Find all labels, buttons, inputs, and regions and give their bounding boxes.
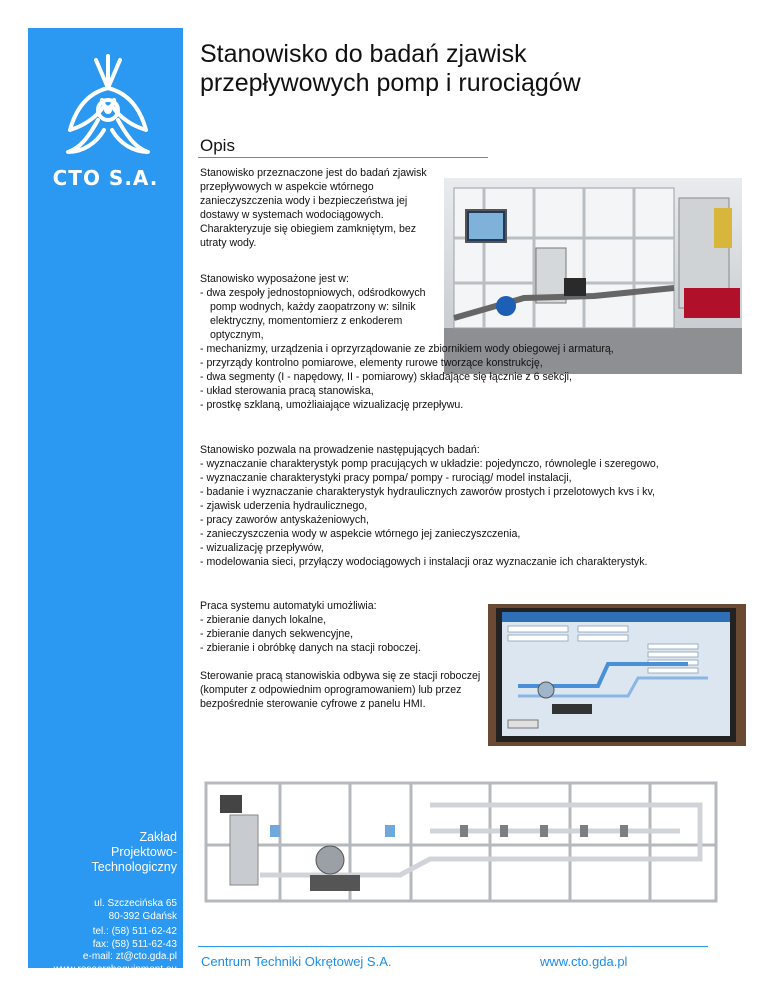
paragraph-description [200, 166, 430, 250]
email-link[interactable]: e-mail: zt@cto.gda.pl [82, 951, 177, 962]
list-item: - zbieranie i obróbkę danych na stacji roboczej. [200, 642, 421, 654]
text-line: zanieczyszczenia wody i bezpieczeństwa jej [200, 195, 408, 207]
paragraph-control [200, 669, 485, 711]
footer-company: Centrum Techniki Okrętowej S.A. [201, 954, 392, 969]
address-line: ul. Szczecińska 65 [94, 898, 177, 909]
installation-render [200, 775, 720, 907]
list-item: elektryczny, momentomierz z enkoderem [210, 315, 403, 327]
fax: fax: (58) 511-62-43 [92, 938, 177, 950]
text-line: Charakteryzuje się obiegiem zamkniętym, bez [200, 223, 417, 235]
list-item: - dwa zespoły jednostopniowych, odśrodkowych [200, 287, 426, 299]
list-item: - mechanizmy, urządzenia i oprzyrządowanie ze zbiornikiem wody obiegowej i armaturą, [200, 343, 614, 355]
title-line: Stanowisko do badań zjawisk [200, 40, 527, 68]
address [94, 898, 177, 923]
list-item: pomp wodnych, każdy zaopatrzony w: silnik [210, 301, 416, 313]
text-line: Stanowisko pozwala na prowadzenie następujących badań: [200, 444, 480, 456]
text-line: Stanowisko przeznaczone jest do badań zjawisk [200, 167, 427, 179]
cto-logo-icon [58, 48, 158, 168]
section-divider [198, 157, 488, 158]
list-item: - wyznaczanie charakterystyk pomp pracujących w układzie: pojedynczo, równolegle i szeregowo, [200, 458, 659, 470]
title-line: przepływowych pomp i rurociągów [200, 69, 581, 97]
org-line: Zakład [139, 830, 177, 844]
list-item: - przyrządy kontrolno pomiarowe, elementy rurowe tworzące konstrukcję, [200, 357, 543, 369]
hmi-screen-photo [488, 604, 746, 746]
paragraph-research [200, 443, 740, 569]
section-heading: Opis [200, 136, 235, 155]
list-item: - zjawisk uderzenia hydraulicznego, [200, 500, 368, 512]
list-item: - dwa segmenty (I - napędowy, II - pomiarowy) składające się łącznie z 6 sekcji, [200, 371, 572, 383]
list-item: - zbieranie danych sekwencyjne, [200, 628, 354, 640]
list-item: - wizualizację przepływów, [200, 542, 324, 554]
footer-divider [198, 946, 708, 947]
phone: tel.: (58) 511-62-42 [92, 926, 177, 937]
organization-name [28, 830, 177, 875]
contact-info [54, 926, 177, 976]
text-line: przepływowych w aspekcie wtórnego [200, 181, 374, 193]
list-item: - zanieczyszczenia wody w aspekcie wtórnego jej zanieczyszczenia, [200, 528, 521, 540]
page-title [200, 40, 720, 98]
list-item: - badanie i wyznaczanie charakterystyk hydraulicznych zaworów prostych i przelotowych kvs i kv, [200, 486, 655, 498]
list-item: - układ sterowania pracą stanowiska, [200, 385, 374, 397]
text-line: dostawy w systemach wodociągowych. [200, 209, 384, 221]
text-line: Praca systemu automatyki umożliwia: [200, 600, 377, 612]
text-line: utraty wody. [200, 237, 257, 249]
list-item: - prostkę szklaną, umożliaiające wizualizację przepływu. [200, 399, 464, 411]
list-item: optycznym, [210, 329, 264, 341]
list-item: - wyznaczanie charakterystyki pracy pompa/ pompy - rurociąg/ model instalacji, [200, 472, 572, 484]
text-line: bezpośrednie sterowanie cyfrowe z panelu HMI. [200, 698, 426, 710]
sidebar [28, 28, 183, 975]
footer-website-link[interactable]: www.cto.gda.pl [540, 954, 628, 969]
paragraph-automation [200, 599, 480, 655]
list-item: - pracy zaworów antyskażeniowych, [200, 514, 369, 526]
list-item: - zbieranie danych lokalne, [200, 614, 327, 626]
address-line: 80-392 Gdańsk [108, 910, 177, 922]
logo-text: CTO S.A. [52, 166, 159, 190]
org-line: Projektowo-Technologiczny [91, 845, 177, 874]
website-link[interactable]: www.researchequipment.eu [53, 963, 177, 975]
paragraph-equipment [200, 272, 730, 412]
text-line: Stanowisko wyposażone jest w: [200, 273, 349, 285]
text-line: Sterowanie pracą stanowiskia odbywa się ze stacji roboczej [200, 670, 481, 682]
text-line: (komputer z odpowiednim oprogramowaniem) lub przez [200, 684, 462, 696]
list-item: - modelowania sieci, przyłączy wodociągowych i instalacji oraz wyznaczanie ich charakterystyk. [200, 556, 648, 568]
